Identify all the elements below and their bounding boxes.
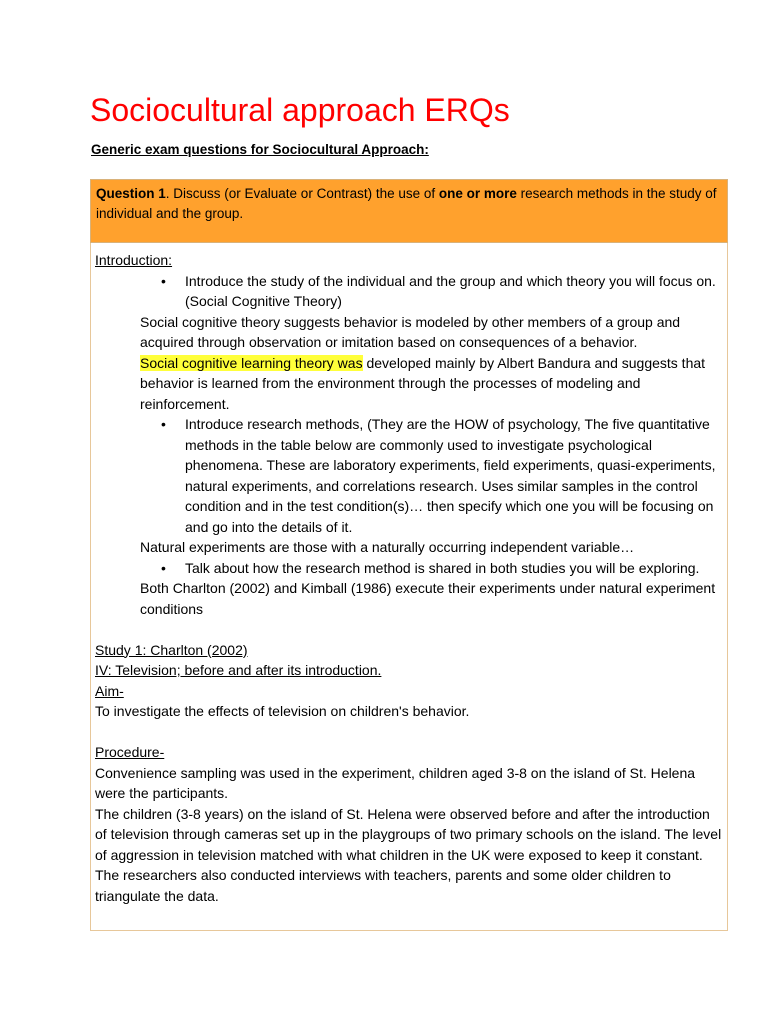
procedure-heading: Procedure- <box>95 744 165 760</box>
study-heading: Study 1: Charlton (2002) <box>95 641 248 658</box>
procedure-paragraph: Convenience sampling was used in the experiment, children aged 3-8 on the island of St. Helena were the participants. <box>95 764 696 801</box>
question-text-before: . Discuss (or Evaluate or Contrast) the use of <box>165 186 439 201</box>
bullet-icon: • <box>161 559 166 576</box>
bullet-icon: • <box>161 416 166 432</box>
introduction-paragraph: Social cognitive theory suggests behavior is modeled by other members of a group and acquired through observation or imitation based on consequences of a behavior. <box>140 313 681 350</box>
introduction-paragraph: Social cognitive learning theory was developed mainly by Albert Bandura and suggests that behavior is learned from the environment through the processes of modeling and reinforcement. <box>140 354 706 412</box>
document-title: Sociocultural approach ERQs <box>90 92 510 128</box>
question-emphasis: one or more <box>438 186 517 201</box>
bullet-icon: • <box>161 272 166 289</box>
document-subtitle: Generic exam questions for Sociocultural Approach: <box>91 142 429 157</box>
bullet-item <box>95 271 723 312</box>
introduction-paragraph: Natural experiments are those with a naturally occurring independent variable… <box>140 539 635 555</box>
highlighted-text: Social cognitive learning theory was <box>140 354 363 371</box>
bullet-item <box>95 414 723 537</box>
question-text-after: research methods in the study of individual and the group. <box>96 186 717 221</box>
procedure-paragraph: The children (3-8 years) on the island of St. Helena were observed before and after the introduction of television through cameras set up in the playgroups of two primary schools on the island. The level of aggression in television matched with what children in the UK were exposed to keep it constant. The researchers also conducted interviews with teachers, parents and some older children to triangulate the data. <box>95 805 722 904</box>
aim-text: To investigate the effects of television on children's behavior. <box>95 703 470 719</box>
bullet-text: Introduce the study of the individual and the group and which theory you will focus on. (Social Cognitive Theory) <box>185 272 716 309</box>
bullet-item <box>95 558 723 579</box>
bullet-text: Talk about how the research method is shared in both studies you will be exploring. <box>185 559 700 576</box>
question-box <box>90 179 728 243</box>
aim-heading: Aim- <box>95 682 124 699</box>
introduction-heading: Introduction: <box>95 252 173 268</box>
bullet-text: Introduce research methods, (They are the HOW of psychology, The five quantitative methods in the table below are commonly used to investigate psychological phenomena. These are laboratory experiments, field experiments, quasi-experiments, natural experiments, and correlations research. Uses similar samples in the control condition and in the test condition(s)… then specify which one you will be focusing on and go into the details of it. <box>185 416 716 535</box>
introduction-paragraph: Both Charlton (2002) and Kimball (1986) execute their experiments under natural experiment conditions <box>140 580 716 617</box>
question-label: Question 1 <box>96 186 166 201</box>
independent-variable: IV: Television; before and after its introduction. <box>95 662 382 678</box>
answer-content <box>95 250 723 906</box>
